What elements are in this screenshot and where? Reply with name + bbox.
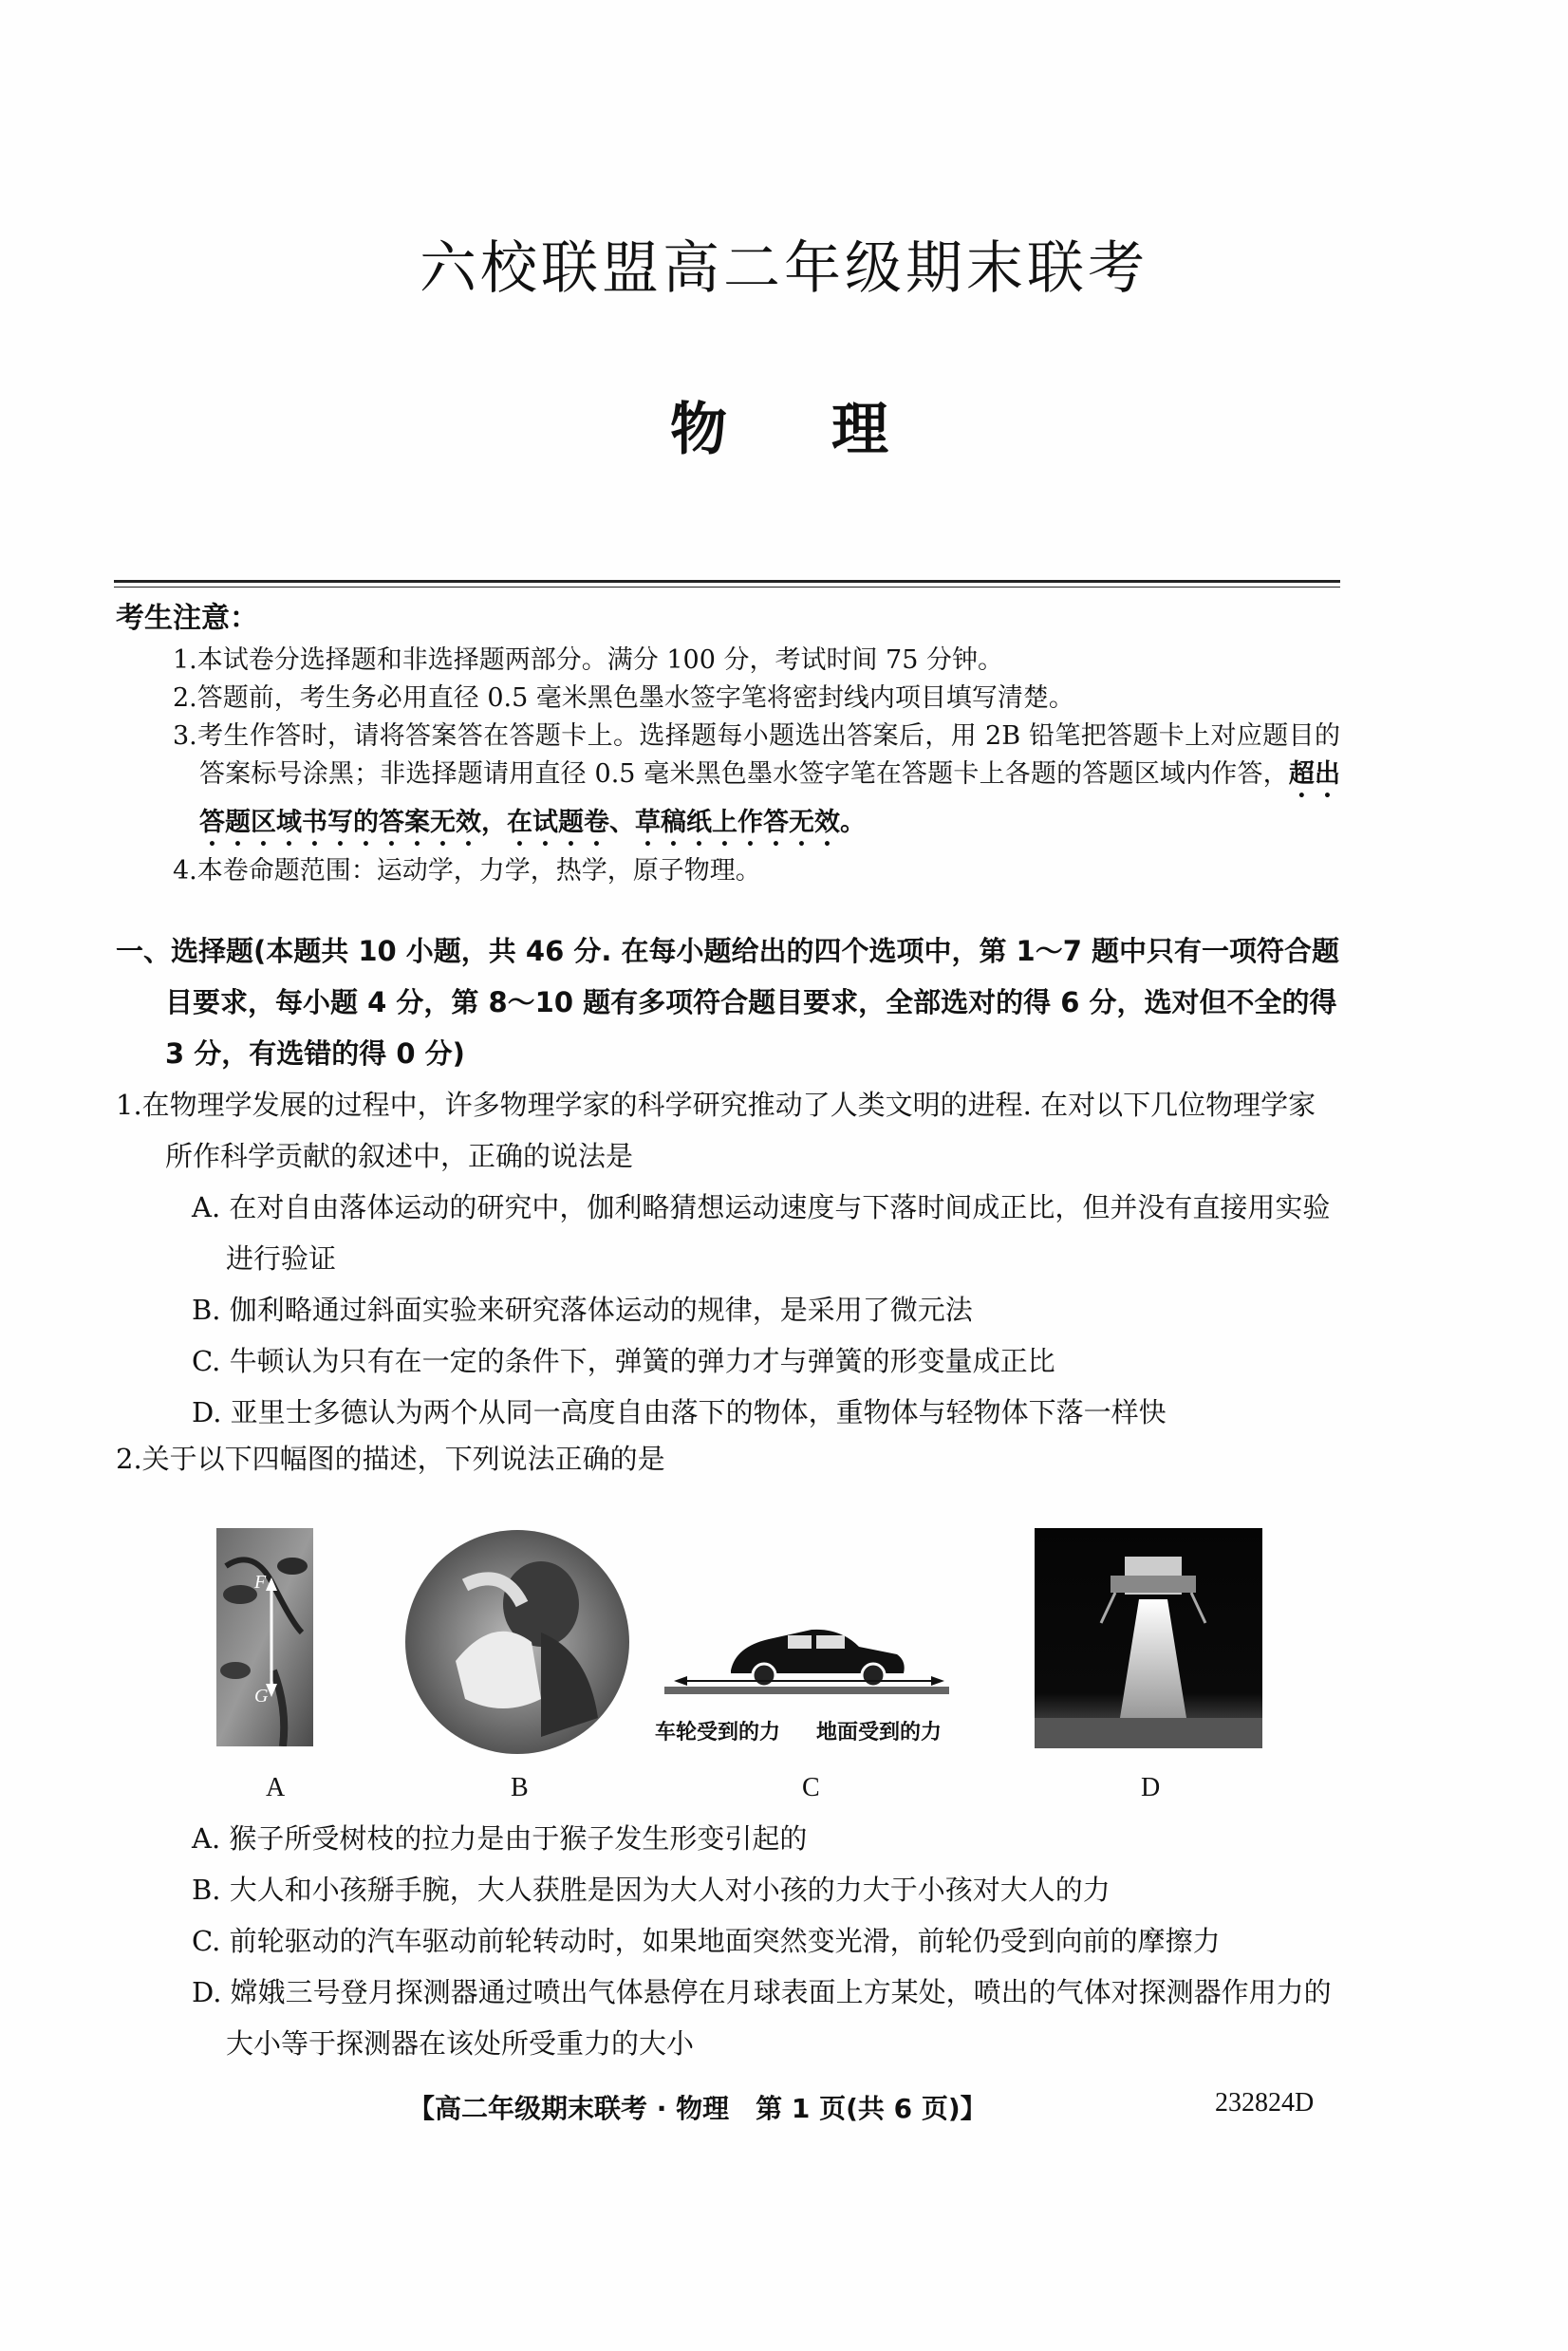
question-2-options (116, 1813, 1342, 2069)
notice-box (116, 600, 1340, 890)
notice-item-3-emphasis: 超出答题区域书写的答案无效，在试题卷、草稿纸上作答无效。 (199, 759, 1340, 837)
notice-item-3-text: 3.考生作答时，请将答案答在答题卡上。选择题每小题选出答案后，用 2B 铅笔把答题卡上对应题目的答案标号涂黑；非选择题请用直径 0.5 毫米黑色墨水签字笔在答题卡上各题的答题区域内作答， (173, 721, 1340, 789)
question-2-figures (0, 1528, 1568, 1803)
figure-c-car-image (664, 1618, 949, 1704)
figure-c-label: C (802, 1773, 820, 1802)
question-2-option-c: C. 前轮驱动的汽车驱动前轮转动时，如果地面突然变光滑，前轮仍受到向前的摩擦力 (192, 1925, 1221, 1957)
notice-item-3 (142, 718, 1340, 852)
figure-a-force-g-label: G (254, 1686, 269, 1707)
question-1-option-b: B. 伽利略通过斜面实验来研究落体运动的规律，是采用了微元法 (192, 1294, 973, 1326)
notice-item-4: 4.本卷命题范围：运动学，力学，热学，原子物理。 (173, 856, 761, 886)
notice-item-2: 2.答题前，考生务必用直径 0.5 毫米黑色墨水签字笔将密封线内项目填写清楚。 (173, 683, 1074, 713)
figure-c-wheel-force-label: 车轮受到的力 (655, 1721, 781, 1745)
question-2-option-b: B. 大人和小孩掰手腕，大人获胜是因为大人对小孩的力大于小孩对大人的力 (192, 1874, 1111, 1906)
notice-item-1: 1.本试卷分选择题和非选择题两部分。满分 100 分，考试时间 75 分钟。 (173, 645, 1003, 675)
figure-a-monkey-image (216, 1528, 313, 1746)
question-2-option-a: A. 猴子所受树枝的拉力是由于猴子发生形变引起的 (192, 1822, 808, 1855)
subject-title: 物理 (670, 397, 993, 463)
section-heading: 一、选择题(本题共 10 小题，共 46 分. 在每小题给出的四个选项中，第 1～7 题中只有一项符合题目要求，每小题 4 分，第 8～10 题有多项符合题目要求，全部选对的得 6 分，选对但不全的得 3 分，有选错的得 0 分) (116, 935, 1340, 1070)
figure-d-label: D (1141, 1773, 1161, 1802)
question-1 (116, 1079, 1342, 1438)
question-2-stem: 2.关于以下四幅图的描述，下列说法正确的是 (116, 1443, 665, 1475)
figure-b-arm-wrestling-image (399, 1528, 636, 1756)
figure-b-label: B (511, 1773, 529, 1802)
question-2-stem-block (116, 1433, 1342, 1484)
figure-a-force-f-label: F (254, 1572, 267, 1593)
divider-thin (114, 587, 1340, 588)
divider-thick (114, 580, 1340, 583)
question-2-option-d: D. 嫦娥三号登月探测器通过喷出气体悬停在月球表面上方某处，喷出的气体对探测器作用力的大小等于探测器在该处所受重力的大小 (192, 1976, 1332, 2060)
figure-a-label: A (266, 1773, 286, 1802)
notice-heading: 考生注意： (116, 602, 258, 635)
figure-d-lunar-lander-image (1035, 1528, 1262, 1748)
question-1-option-c: C. 牛顿认为只有在一定的条件下，弹簧的弹力才与弹簧的形变量成正比 (192, 1345, 1055, 1377)
exam-title: 六校联盟高二年级期末联考 (420, 235, 1148, 302)
paper-code: 232824D (1215, 2088, 1315, 2118)
question-1-option-a: A. 在对自由落体运动的研究中，伽利略猜想运动速度与下落时间成正比，但并没有直接用实验进行验证 (192, 1191, 1331, 1275)
figure-c-ground-force-label: 地面受到的力 (816, 1721, 943, 1745)
question-1-stem: 1.在物理学发展的过程中，许多物理学家的科学研究推动了人类文明的进程. 在对以下几位物理学家所作科学贡献的叙述中，正确的说法是 (116, 1089, 1316, 1172)
question-1-option-d: D. 亚里士多德认为两个从同一高度自由落下的物体，重物体与轻物体下落一样快 (192, 1396, 1167, 1428)
page-footer: 【高二年级期末联考 · 物理 第 1 页(共 6 页)】 (408, 2093, 987, 2124)
